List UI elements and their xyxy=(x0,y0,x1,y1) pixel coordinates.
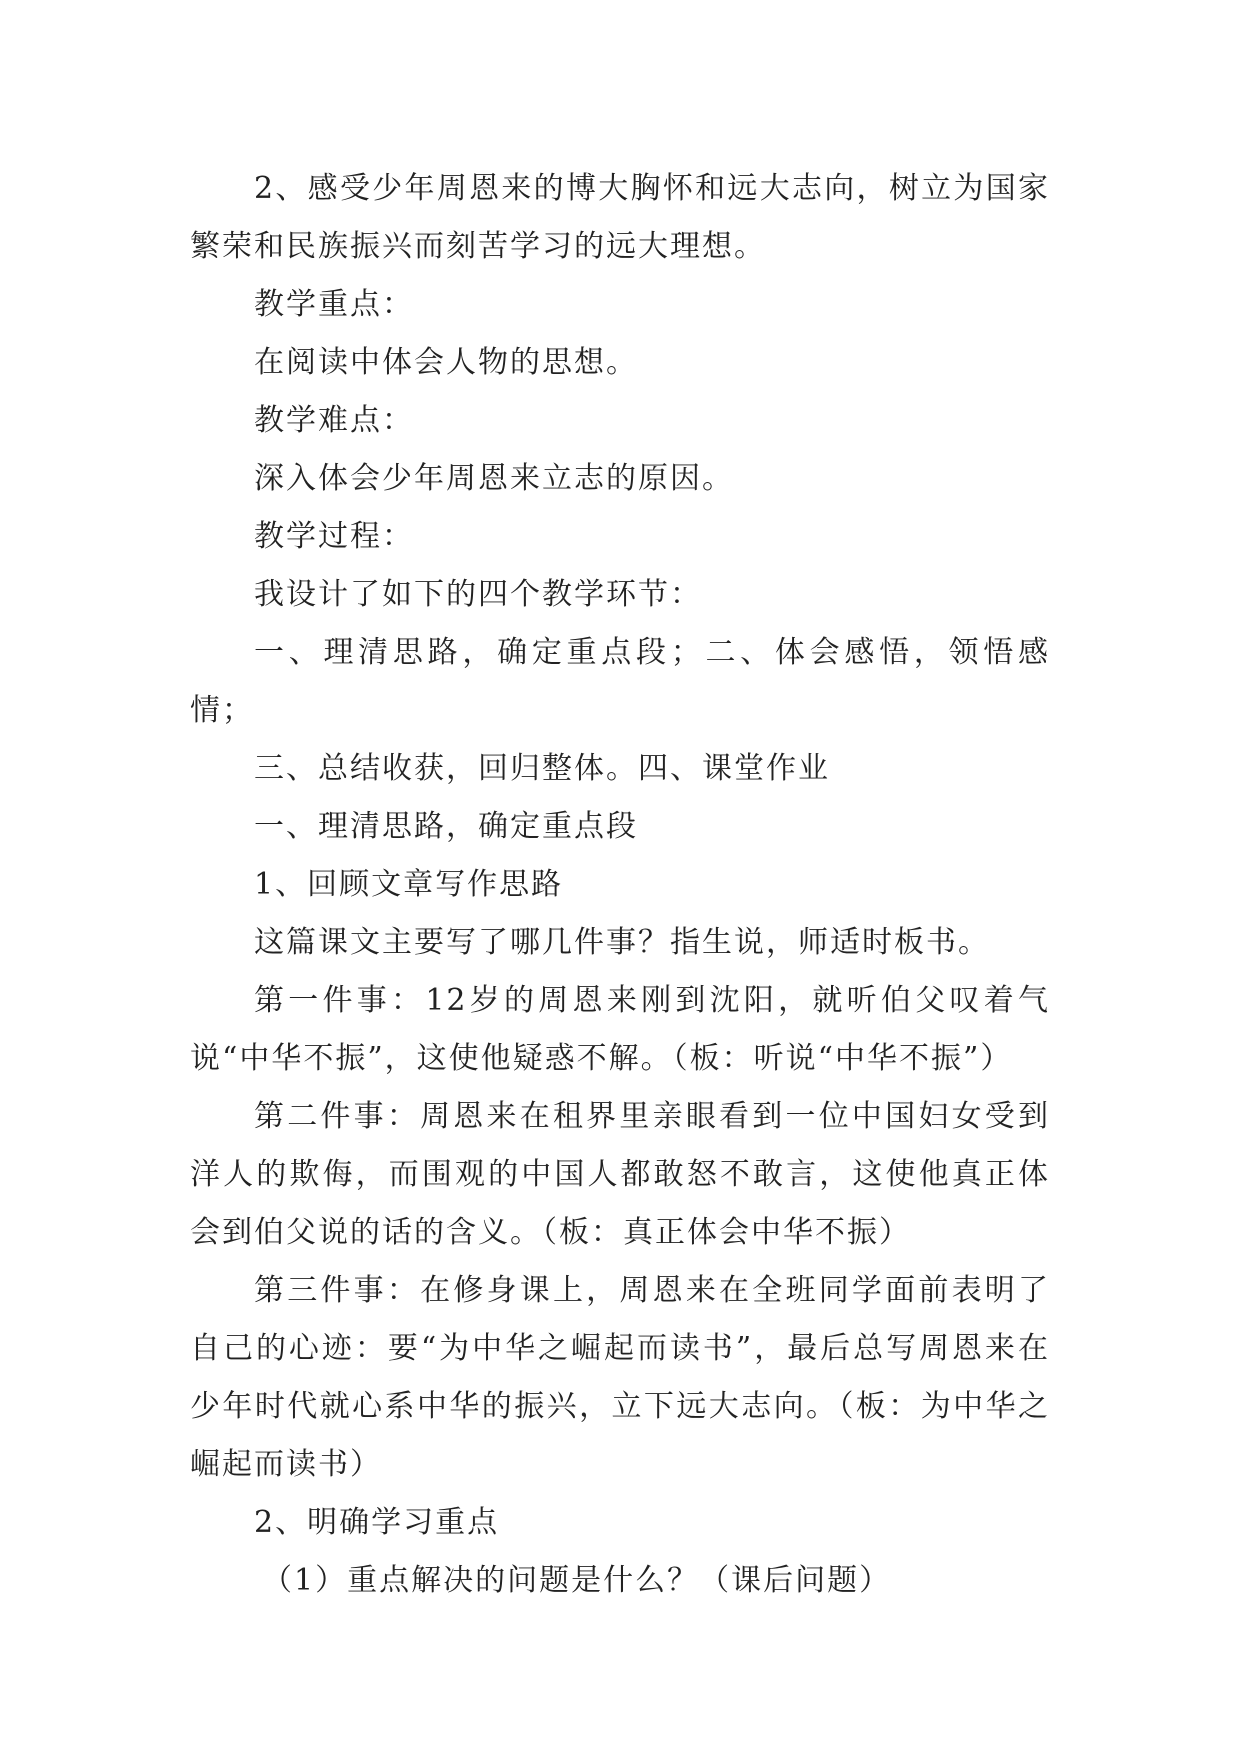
process-heading: 教学过程： xyxy=(254,519,414,554)
difficulty-paragraph: 深入体会少年周恩来立志的原因。 xyxy=(254,461,734,496)
document-body xyxy=(190,160,1050,1610)
list-item: 1、回顾文章写作思路 xyxy=(254,867,564,902)
key-point-paragraph: 在阅读中体会人物的思想。 xyxy=(254,345,638,380)
difficulty-heading: 教学难点： xyxy=(254,403,414,438)
question-paragraph: 这篇课文主要写了哪几件事？指生说，师适时板书。 xyxy=(254,925,990,960)
event-paragraph: 第三件事：在修身课上，周恩来在全班同学面前表明了自己的心迹：要“为中华之崛起而读书”，最后总写周恩来在少年时代就心系中华的振兴，立下远大志向。（板：为中华之崛起而读书） xyxy=(190,1273,1050,1482)
section-heading: 一、理清思路，确定重点段 xyxy=(254,809,638,844)
event-paragraph: 第二件事：周恩来在租界里亲眼看到一位中国妇女受到洋人的欺侮，而围观的中国人都敢怒不敢言，这使他真正体会到伯父说的话的含义。（板：真正体会中华不振） xyxy=(190,1099,1050,1250)
process-intro: 我设计了如下的四个教学环节： xyxy=(254,577,702,612)
event-paragraph: 第一件事：12岁的周恩来刚到沈阳，就听伯父叹着气说“中华不振”，这使他疑惑不解。（板：听说“中华不振”） xyxy=(190,983,1050,1076)
sub-list-item: （1）重点解决的问题是什么？（课后问题） xyxy=(262,1563,892,1598)
goal-paragraph: 2、感受少年周恩来的博大胸怀和远大志向，树立为国家繁荣和民族振兴而刻苦学习的远大理想。 xyxy=(190,171,1050,264)
steps-line: 三、总结收获，回归整体。四、课堂作业 xyxy=(254,751,830,786)
steps-line: 一、理清思路，确定重点段；二、体会感悟，领悟感情； xyxy=(190,635,1050,728)
list-item: 2、明确学习重点 xyxy=(254,1505,500,1540)
key-point-heading: 教学重点： xyxy=(254,287,414,322)
